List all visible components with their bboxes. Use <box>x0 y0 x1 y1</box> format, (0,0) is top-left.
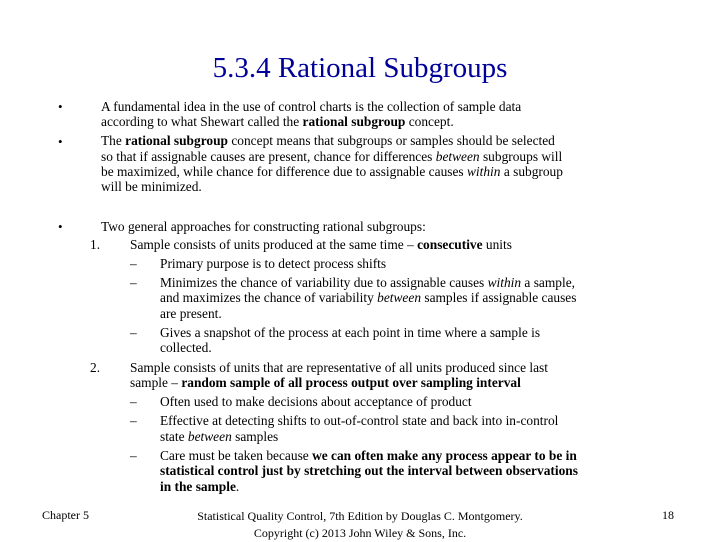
emphasis-text: we can often make any process appear to be in <box>312 448 577 463</box>
item-2-sub-3-line-1 <box>160 448 577 463</box>
bullet-2-line-3 <box>101 164 563 179</box>
item-2-sub-3-line-3 <box>160 479 239 494</box>
text-run: a sample, <box>521 275 575 290</box>
dash-symbol: – <box>130 448 137 463</box>
bullet-3-symbol: • <box>58 219 63 234</box>
text-run: Sample consists of units produced at the same time – <box>130 237 418 252</box>
bullet-3-line-1: Two general approaches for constructing rational subgroups: <box>101 219 426 234</box>
term-random-sample: random sample of all process output over sampling interval <box>181 375 521 390</box>
dash-symbol: – <box>130 394 137 409</box>
term-rational-subgroup: rational subgroup <box>302 114 406 129</box>
text-run: sample – <box>130 375 182 390</box>
text-run: so that if assignable causes are present, chance for differences <box>101 149 436 164</box>
item-2-sub-2-line-2 <box>160 429 278 444</box>
bullet-1-symbol: • <box>58 99 63 114</box>
text-run: concept means that subgroups or samples should be selected <box>228 133 555 148</box>
text-run: Minimizes the chance of variability due to assignable causes <box>160 275 488 290</box>
bullet-1-line-2 <box>101 114 454 129</box>
slide-title: 5.3.4 Rational Subgroups <box>212 52 508 84</box>
term-consecutive: consecutive <box>417 237 483 252</box>
text-run: samples if assignable causes <box>421 290 577 305</box>
dash-symbol: – <box>130 275 137 290</box>
footer-citation-line-1: Statistical Quality Control, 7th Edition by Douglas C. Montgomery. <box>197 509 523 523</box>
term-between: between <box>187 429 232 444</box>
item-1-sub-2-line-3: are present. <box>160 306 222 321</box>
footer-citation-line-2: Copyright (c) 2013 John Wiley & Sons, Inc. <box>253 526 467 540</box>
footer-citation <box>160 508 560 542</box>
item-1-sub-3-line-1: Gives a snapshot of the process at each point in time where a sample is <box>160 325 541 340</box>
text-run: concept. <box>405 114 454 129</box>
page-number: 18 <box>662 508 674 522</box>
list-number-1: 1. <box>90 237 101 252</box>
bullet-2-line-2 <box>101 149 562 164</box>
emphasis-text: statistical control just by stretching out the interval between observations <box>160 463 578 478</box>
emphasis-text: in the sample <box>160 479 236 494</box>
text-run: The <box>101 133 126 148</box>
list-number-2: 2. <box>90 360 101 375</box>
term-rational-subgroup: rational subgroup <box>125 133 228 148</box>
bullet-2-line-4: will be minimized. <box>101 179 202 194</box>
text-run: samples <box>231 429 279 444</box>
dash-symbol: – <box>130 325 137 340</box>
term-between: between <box>435 149 480 164</box>
item-2-sub-2-line-1: Effective at detecting shifts to out-of-control state and back into in-control <box>160 413 559 428</box>
item-1-sub-2-line-1 <box>160 275 575 290</box>
text-run: . <box>235 479 240 494</box>
term-between: between <box>377 290 422 305</box>
dash-symbol: – <box>130 413 137 428</box>
bullet-2-symbol: • <box>58 134 63 149</box>
text-run: state <box>160 429 188 444</box>
item-2-line-2 <box>130 375 521 390</box>
text-run: units <box>482 237 512 252</box>
bullet-2-line-1 <box>101 133 555 148</box>
term-within: within <box>487 275 522 290</box>
item-1-line-1 <box>130 237 512 252</box>
term-within: within <box>466 164 501 179</box>
text-run: and maximizes the chance of variability <box>160 290 378 305</box>
bullet-1-line-1: A fundamental idea in the use of control charts is the collection of sample data <box>101 99 522 114</box>
item-1-sub-3-line-2: collected. <box>160 340 212 355</box>
dash-symbol: – <box>130 256 137 271</box>
text-run: subgroups will <box>479 149 563 164</box>
text-run: Care must be taken because <box>160 448 313 463</box>
text-run: a subgroup <box>500 164 563 179</box>
item-2-sub-3-line-2 <box>160 463 578 478</box>
text-run: be maximized, while chance for difference due to assignable causes <box>101 164 467 179</box>
item-1-sub-1: Primary purpose is to detect process shifts <box>160 256 387 271</box>
item-1-sub-2-line-2 <box>160 290 576 305</box>
item-2-line-1: Sample consists of units that are representative of all units produced since last <box>130 360 548 375</box>
item-2-sub-1: Often used to make decisions about acceptance of product <box>160 394 472 409</box>
footer-chapter: Chapter 5 <box>42 508 89 522</box>
text-run: according to what Shewart called the <box>101 114 303 129</box>
